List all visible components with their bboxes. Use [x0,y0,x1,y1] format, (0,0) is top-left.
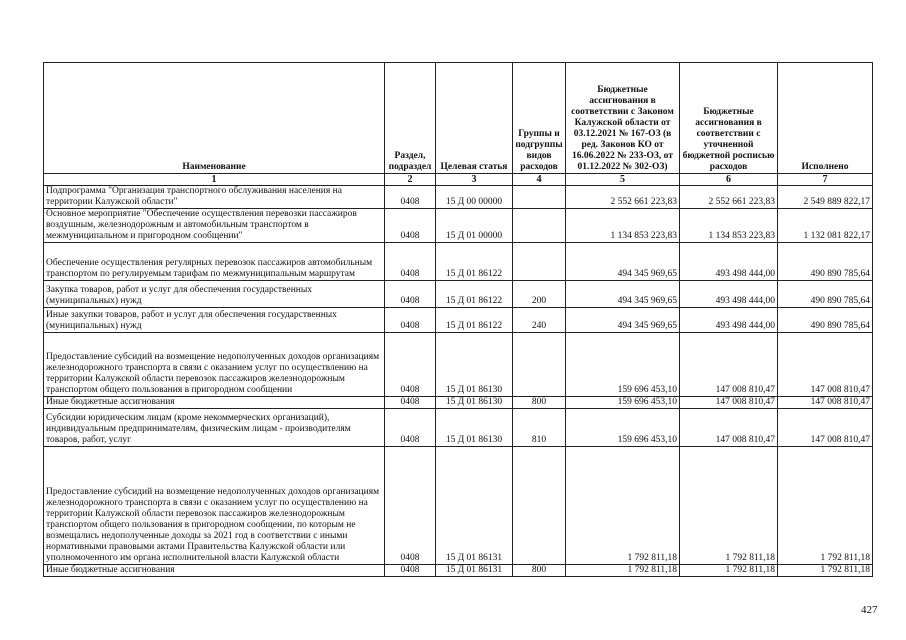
row-section: 0408 [385,447,436,565]
row-executed-amount: 2 549 889 822,17 [778,186,873,209]
row-section: 0408 [385,565,436,577]
row-section: 0408 [385,409,436,447]
row-section: 0408 [385,209,436,243]
row-article: 15 Д 01 86131 [436,447,513,565]
table-row [44,209,873,243]
row-law-amount: 159 696 453,10 [566,397,680,409]
row-executed-amount: 147 008 810,47 [778,397,873,409]
row-name: Обеспечение осуществления регулярных перевозок пассажиров автомобильным транспортом по регулируемым тарифам по межмуниципальным маршрутам [44,243,385,281]
column-number: 3 [436,174,513,186]
row-article: 15 Д 00 00000 [436,186,513,209]
row-name: Закупка товаров, работ и услуг для обеспечения государственных (муниципальных) нужд [44,281,385,308]
row-executed-amount: 1 792 811,18 [778,447,873,565]
header-executed: Исполнено [778,63,873,174]
row-executed-amount: 490 890 785,64 [778,243,873,281]
row-name: Иные бюджетные ассигнования [44,565,385,577]
table-row [44,447,873,565]
header-schedule-allocations: Бюджетные ассигнования в соответствии с уточненной бюджетной росписью расходов [680,63,778,174]
row-schedule-amount: 493 498 444,00 [680,281,778,308]
row-executed-amount: 1 132 081 822,17 [778,209,873,243]
row-law-amount: 159 696 453,10 [566,333,680,397]
row-group [513,209,566,243]
row-section: 0408 [385,333,436,397]
row-law-amount: 2 552 661 223,83 [566,186,680,209]
row-group: 800 [513,397,566,409]
column-number: 5 [566,174,680,186]
row-article: 15 Д 01 86122 [436,308,513,333]
header-expense-group: Группы и подгруппы видов расходов [513,63,566,174]
row-article: 15 Д 01 86130 [436,397,513,409]
header-target-article: Целевая статья [436,63,513,174]
table-row [44,186,873,209]
budget-table [43,62,873,577]
row-schedule-amount: 1 134 853 223,83 [680,209,778,243]
row-schedule-amount: 493 498 444,00 [680,243,778,281]
row-schedule-amount: 493 498 444,00 [680,308,778,333]
row-name: Иные бюджетные ассигнования [44,397,385,409]
table-row [44,281,873,308]
row-law-amount: 494 345 969,65 [566,243,680,281]
row-article: 15 Д 01 86131 [436,565,513,577]
table-row [44,409,873,447]
row-name: Субсидии юридическим лицам (кроме некоммерческих организаций), индивидуальным предпринимателям, физическим лицам - производителям товаров, работ, услуг [44,409,385,447]
row-article: 15 Д 01 86130 [436,333,513,397]
header-section: Раздел, подраздел [385,63,436,174]
row-schedule-amount: 1 792 811,18 [680,447,778,565]
row-name: Предоставление субсидий на возмещение недополученных доходов организациям железнодорожного транспорта в связи с оказанием услуг по осуществлению на территории Калужской области перевозок пассажиров железнодорожным транспортом общего пользования в пригородном сообщении [44,333,385,397]
row-section: 0408 [385,397,436,409]
table-row [44,565,873,577]
column-number: 6 [680,174,778,186]
row-group: 240 [513,308,566,333]
header-law-allocations: Бюджетные ассигнования в соответствии с Законом Калужской области от 03.12.2021 № 167-ОЗ (в ред. Законов КО от 16.06.2022 № 233-ОЗ, от 01.12.2022 № 302-ОЗ) [566,63,680,174]
column-number: 7 [778,174,873,186]
row-executed-amount: 490 890 785,64 [778,308,873,333]
row-group [513,333,566,397]
header-row [44,63,873,174]
header-name: Наименование [44,63,385,174]
row-group [513,447,566,565]
column-number: 1 [44,174,385,186]
row-law-amount: 1 792 811,18 [566,447,680,565]
column-number-row [44,174,873,186]
table-row [44,308,873,333]
table-row [44,243,873,281]
row-executed-amount: 147 008 810,47 [778,333,873,397]
row-section: 0408 [385,186,436,209]
table-row [44,397,873,409]
row-schedule-amount: 2 552 661 223,83 [680,186,778,209]
column-number: 4 [513,174,566,186]
row-law-amount: 1 792 811,18 [566,565,680,577]
row-section: 0408 [385,243,436,281]
row-group [513,243,566,281]
row-name: Основное мероприятие "Обеспечение осуществления перевозки пассажиров воздушным, железнодорожным и автомобильным транспортом в межмуниципальном и пригородном сообщении" [44,209,385,243]
row-law-amount: 494 345 969,65 [566,308,680,333]
row-name: Иные закупки товаров, работ и услуг для обеспечения государственных (муниципальных) нужд [44,308,385,333]
row-executed-amount: 1 792 811,18 [778,565,873,577]
row-section: 0408 [385,308,436,333]
row-schedule-amount: 147 008 810,47 [680,397,778,409]
row-article: 15 Д 01 00000 [436,209,513,243]
row-group: 810 [513,409,566,447]
row-article: 15 Д 01 86122 [436,243,513,281]
row-law-amount: 494 345 969,65 [566,281,680,308]
row-article: 15 Д 01 86122 [436,281,513,308]
row-executed-amount: 490 890 785,64 [778,281,873,308]
row-group: 200 [513,281,566,308]
row-executed-amount: 147 008 810,47 [778,409,873,447]
row-section: 0408 [385,281,436,308]
row-group: 800 [513,565,566,577]
row-law-amount: 1 134 853 223,83 [566,209,680,243]
row-schedule-amount: 1 792 811,18 [680,565,778,577]
row-law-amount: 159 696 453,10 [566,409,680,447]
row-schedule-amount: 147 008 810,47 [680,409,778,447]
table-row [44,333,873,397]
row-name: Предоставление субсидий на возмещение недополученных доходов организациям железнодорожного транспорта в связи с оказанием услуг по осуществлению на территории Калужской области перевозок пассажиров железнодорожным транспортом общего пользования в пригородном сообщении, по которым не возмещались недополученные доходы за 2021 год в соответствии с иными нормативными правовыми актами Правительства Калужской области или уполномоченного им органа исполнительной власти Калужской области [44,447,385,565]
page-number: 427 [861,604,878,616]
row-article: 15 Д 01 86130 [436,409,513,447]
row-group [513,186,566,209]
row-name: Подпрограмма "Организация транспортного обслуживания населения на территории Калужской области" [44,186,385,209]
column-number: 2 [385,174,436,186]
row-schedule-amount: 147 008 810,47 [680,333,778,397]
